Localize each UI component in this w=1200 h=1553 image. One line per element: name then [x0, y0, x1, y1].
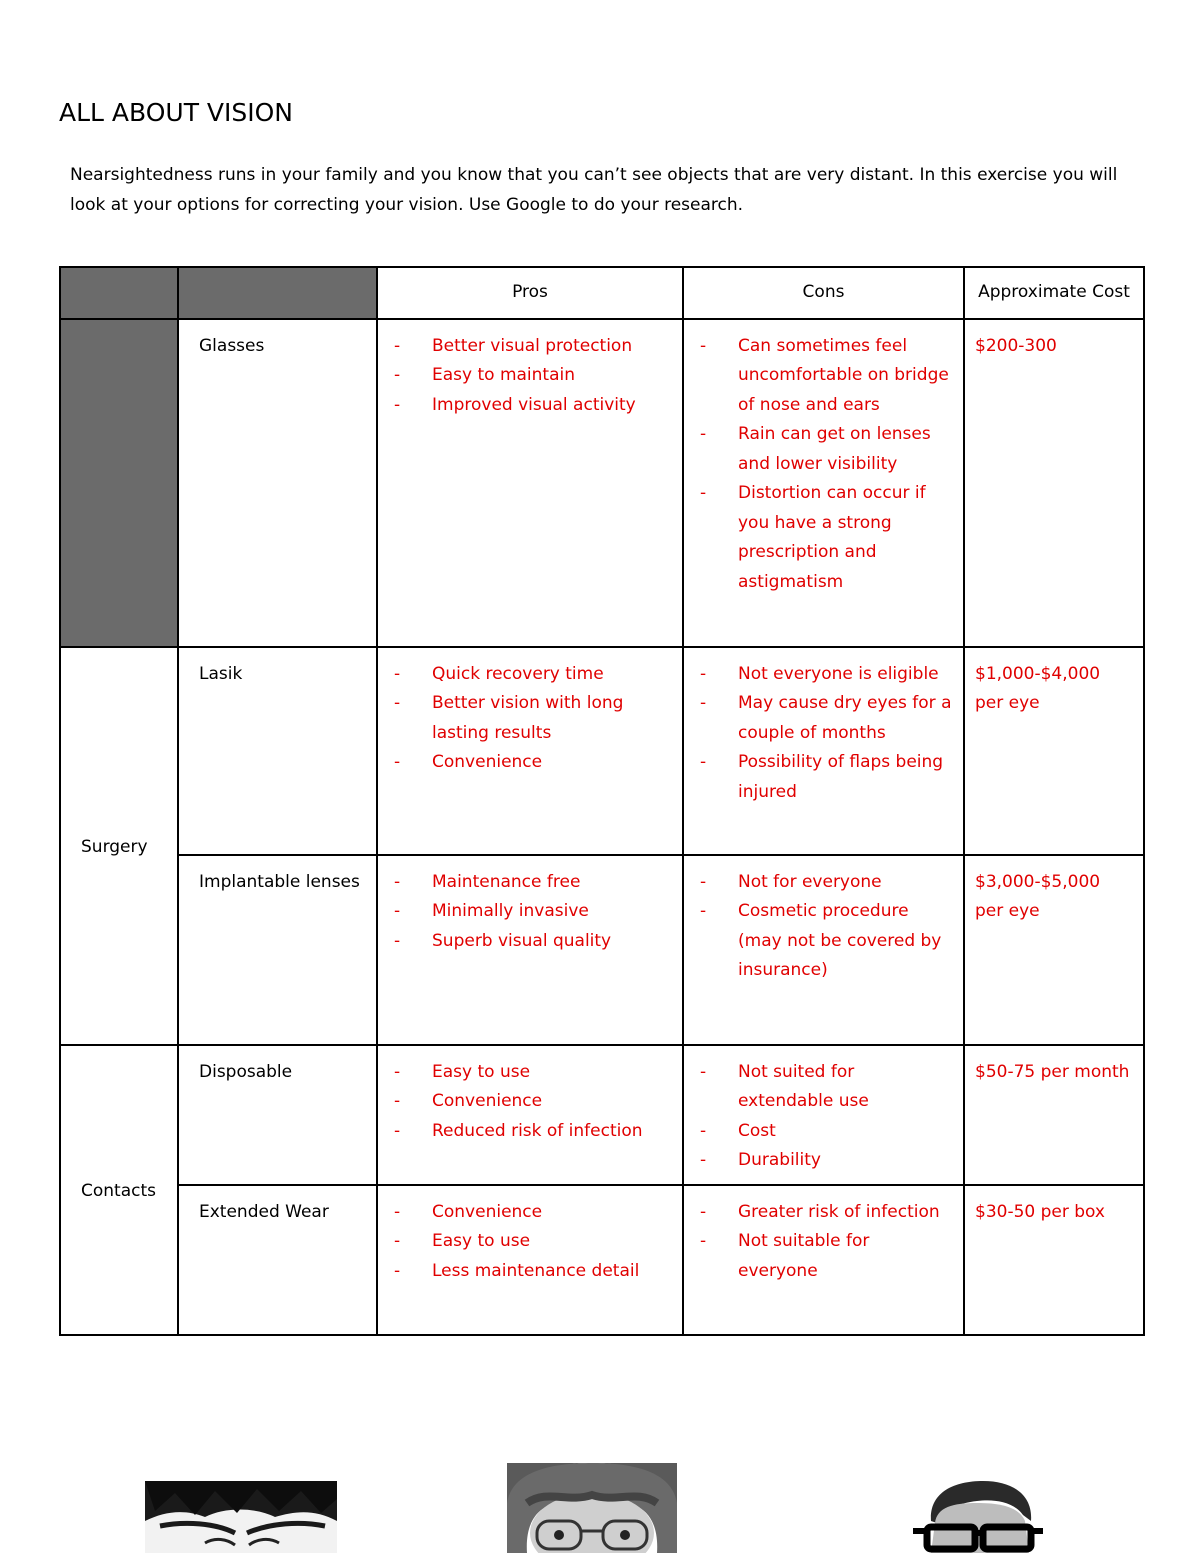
list-item: - Easy to use: [398, 1227, 672, 1257]
list-item: - Not suited for extendable use: [704, 1058, 953, 1117]
cost-cell: $200-300: [964, 319, 1144, 647]
cons-cell: [683, 1185, 964, 1335]
list-item: - Better vision with long lasting results: [398, 689, 672, 748]
list-item: - Easy to maintain: [398, 361, 672, 391]
cons-cell: [683, 647, 964, 855]
option-name: Glasses: [178, 319, 377, 647]
list-item: - Durability: [704, 1146, 953, 1176]
list-item: - Convenience: [398, 748, 672, 778]
intro-paragraph: Nearsightedness runs in your family and you know that you can’t see objects that are very distant. In this exercise you will look at your options for correcting your vision. Use Google to do your research.: [70, 165, 1118, 215]
pros-cell: [377, 319, 683, 647]
list-item: - Easy to use: [398, 1058, 672, 1088]
list-item: - Quick recovery time: [398, 660, 672, 690]
list-item: - Minimally invasive: [398, 897, 672, 927]
list-item: - Rain can get on lenses and lower visibility: [704, 420, 953, 479]
table-row: [60, 855, 1144, 1045]
table-row: [60, 647, 1144, 855]
person-glasses-photo-right: [913, 1481, 1043, 1553]
cost-cell: $50-75 per month: [964, 1045, 1144, 1185]
list-item: - Greater risk of infection: [704, 1198, 953, 1228]
table-row: [60, 1185, 1144, 1335]
list-item: - Not suitable for everyone: [704, 1227, 953, 1286]
pros-cell: [377, 647, 683, 855]
cons-cell: [683, 1045, 964, 1185]
list-item: - Less maintenance detail: [398, 1257, 672, 1287]
list-item: - Convenience: [398, 1087, 672, 1117]
header-row: [60, 267, 1144, 319]
list-item: - Reduced risk of infection: [398, 1117, 672, 1147]
header-blank-option: [178, 267, 377, 319]
cost-cell: $3,000-$5,000 per eye: [964, 855, 1144, 1045]
pros-cell: [377, 855, 683, 1045]
cost-cell: $30-50 per box: [964, 1185, 1144, 1335]
list-item: - Convenience: [398, 1198, 672, 1228]
option-name: Disposable: [178, 1045, 377, 1185]
list-item: - Better visual protection: [398, 332, 672, 362]
list-item: - Cosmetic procedure (may not be covered by insurance): [704, 897, 953, 986]
category-contacts: Contacts: [60, 1045, 178, 1335]
header-blank-category: [60, 267, 178, 319]
list-item: - Distortion can occur if you have a strong prescription and astigmatism: [704, 479, 953, 597]
cons-cell: [683, 319, 964, 647]
table-row: [60, 1045, 1144, 1185]
header-cons: Cons: [683, 267, 964, 319]
option-name: Extended Wear: [178, 1185, 377, 1335]
cost-cell: $1,000-$4,000 per eye: [964, 647, 1144, 855]
pros-cell: [377, 1045, 683, 1185]
vision-options-table: [59, 266, 1145, 1336]
category-cell-blank: [60, 319, 178, 647]
category-surgery: Surgery: [60, 647, 178, 1045]
cons-cell: [683, 855, 964, 1045]
list-item: - Not for everyone: [704, 868, 953, 898]
person-glasses-photo-center: [507, 1463, 677, 1553]
list-item: - May cause dry eyes for a couple of months: [704, 689, 953, 748]
list-item: - Cost: [704, 1117, 953, 1147]
table-row: [60, 319, 1144, 647]
person-glasses-photo-left: [145, 1481, 337, 1553]
option-name: Lasik: [178, 647, 377, 855]
pros-cell: [377, 1185, 683, 1335]
page-title: ALL ABOUT VISION: [59, 98, 294, 127]
list-item: - Can sometimes feel uncomfortable on bridge of nose and ears: [704, 332, 953, 421]
list-item: - Superb visual quality: [398, 927, 672, 957]
photo-person-right: [913, 1481, 1043, 1553]
header-cost: Approximate Cost: [964, 267, 1144, 319]
option-name: Implantable lenses: [178, 855, 377, 1045]
photo-person-left: [145, 1481, 337, 1553]
header-pros: Pros: [377, 267, 683, 319]
list-item: - Maintenance free: [398, 868, 672, 898]
list-item: - Not everyone is eligible: [704, 660, 953, 690]
list-item: - Improved visual activity: [398, 391, 672, 421]
list-item: - Possibility of flaps being injured: [704, 748, 953, 807]
photo-person-center: [507, 1463, 677, 1553]
